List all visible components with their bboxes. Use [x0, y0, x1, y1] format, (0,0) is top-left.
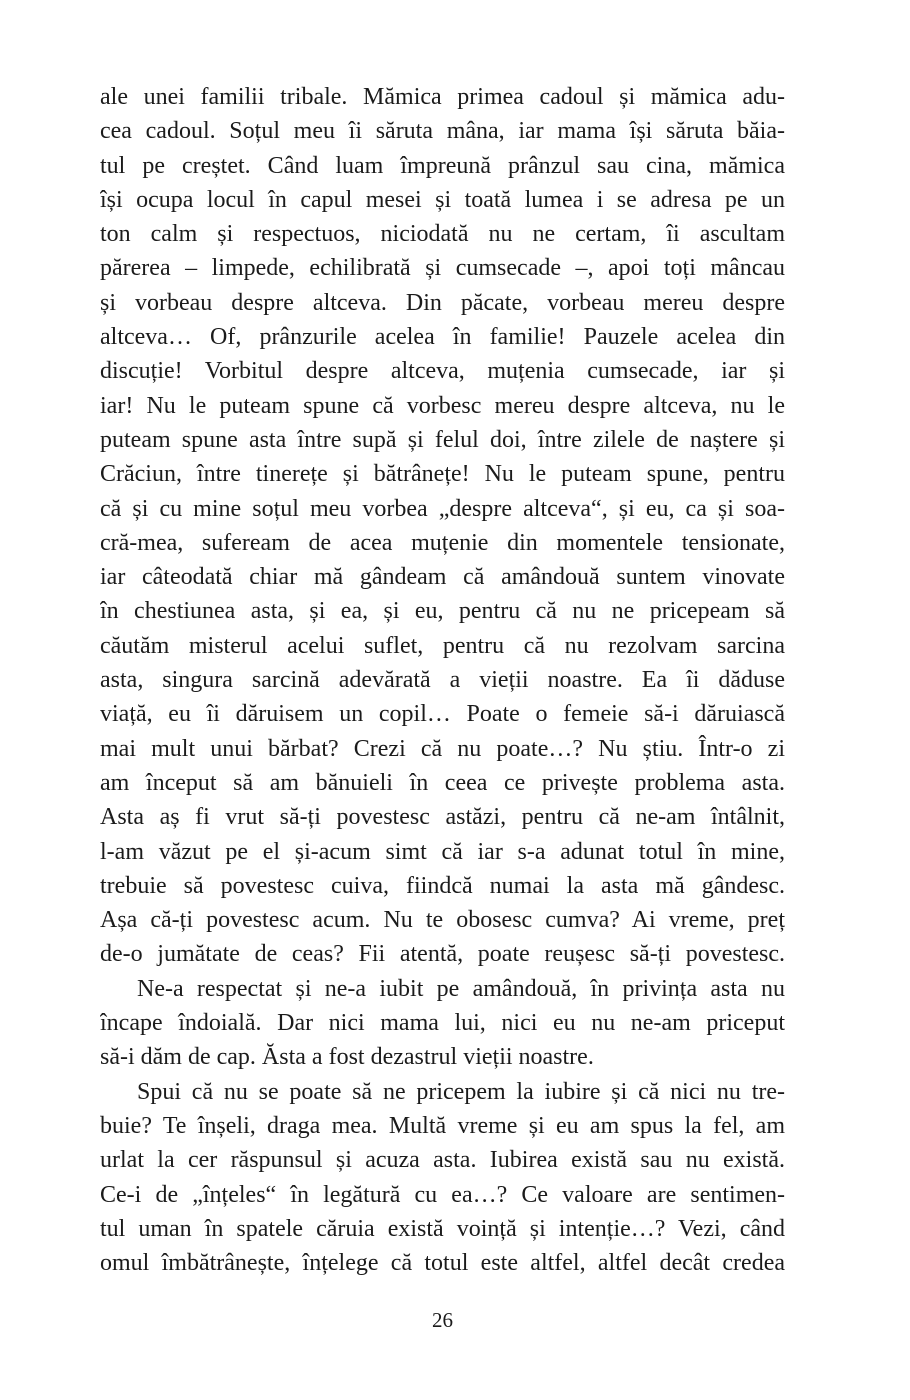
- text-line: am început să am bănuieli în ceea ce privește problema asta.: [100, 769, 785, 796]
- text-line: că și cu mine soțul meu vorbea „despre altceva“, și eu, ca și soa-: [100, 495, 785, 522]
- body-text: [100, 80, 785, 1280]
- text-line: în chestiunea asta, și ea, și eu, pentru că nu ne pricepeam să: [100, 598, 785, 625]
- text-line: puteam spune asta între supă și felul doi, între zilele de naștere și: [100, 426, 785, 453]
- text-line: își ocupa locul în capul mesei și toată lumea i se adresa pe un: [100, 186, 785, 213]
- text-line: cră-mea, sufeream de acea muțenie din momentele tensionate,: [100, 529, 785, 556]
- text-line: ale unei familii tribale. Mămica primea cadoul și mămica adu-: [100, 84, 785, 110]
- text-line: Ne-a respectat și ne-a iubit pe amândouă, în privința asta nu: [137, 975, 785, 1002]
- text-line: tul pe creștet. Când luam împreună prânzul sau cina, mămica: [100, 152, 785, 179]
- text-line: asta, singura sarcină adevărată a vieții noastre. Ea îi dăduse: [100, 667, 785, 694]
- text-line: omul îmbătrânește, înțelege că totul este altfel, altfel decât credea: [100, 1250, 785, 1277]
- text-line: trebuie să povestesc cuiva, fiindcă numai la asta mă gândesc.: [100, 872, 785, 899]
- text-line: de-o jumătate de ceas? Fii atentă, poate reușesc să-ți povestesc.: [100, 941, 785, 968]
- text-line: mai mult unui bărbat? Crezi că nu poate…? Nu știu. Într-o zi: [100, 735, 785, 762]
- text-line: altceva… Of, prânzurile acelea în familie! Pauzele acelea din: [100, 324, 785, 351]
- text-line: iar câteodată chiar mă gândeam că amândouă suntem vinovate: [100, 564, 785, 591]
- text-line: Crăciun, între tinerețe și bătrânețe! Nu le puteam spune, pentru: [100, 461, 785, 488]
- text-line: l-am văzut pe el și-acum simt că iar s-a adunat totul în mine,: [100, 838, 785, 865]
- text-line: Ce-i de „înțeles“ în legătură cu ea…? Ce valoare are sentimen-: [100, 1181, 785, 1208]
- text-line: Spui că nu se poate să ne pricepem la iubire și că nici nu tre-: [137, 1078, 785, 1105]
- text-line: viață, eu îi dăruisem un copil… Poate o femeie să-i dăruiască: [100, 701, 785, 728]
- text-line: încape îndoială. Dar nici mama lui, nici eu nu ne-am priceput: [100, 1010, 785, 1037]
- text-line: iar! Nu le puteam spune că vorbesc mereu despre altceva, nu le: [100, 392, 785, 419]
- text-line: discuție! Vorbitul despre altceva, muțenia cumsecade, iar și: [100, 358, 785, 385]
- text-line: Așa că-ți povestesc acum. Nu te obosesc cumva? Ai vreme, preț: [100, 907, 785, 934]
- text-line: buie? Te înșeli, draga mea. Multă vreme și eu am spus la fel, am: [100, 1112, 785, 1139]
- text-line: cea cadoul. Soțul meu îi săruta mâna, iar mama își săruta băia-: [100, 118, 785, 145]
- text-line: ton calm și respectuos, niciodată nu ne certam, îi ascultam: [100, 221, 785, 248]
- text-line: părerea – limpede, echilibrată și cumsecade –, apoi toți mâncau: [100, 255, 785, 282]
- text-line: căutăm misterul acelui suflet, pentru că nu rezolvam sarcina: [100, 632, 785, 659]
- text-line: să-i dăm de cap. Ăsta a fost dezastrul vieții noastre.: [100, 1044, 594, 1071]
- text-line: tul uman în spatele căruia există voință și intenție…? Vezi, când: [100, 1215, 785, 1242]
- text-line: Asta aș fi vrut să-ți povestesc astăzi, pentru că ne-am întâlnit,: [100, 804, 785, 831]
- page-number: 26: [432, 1308, 453, 1332]
- text-line: și vorbeau despre altceva. Din păcate, vorbeau mereu despre: [100, 289, 785, 316]
- text-line: urlat la cer răspunsul și acuza asta. Iubirea există sau nu există.: [100, 1147, 785, 1174]
